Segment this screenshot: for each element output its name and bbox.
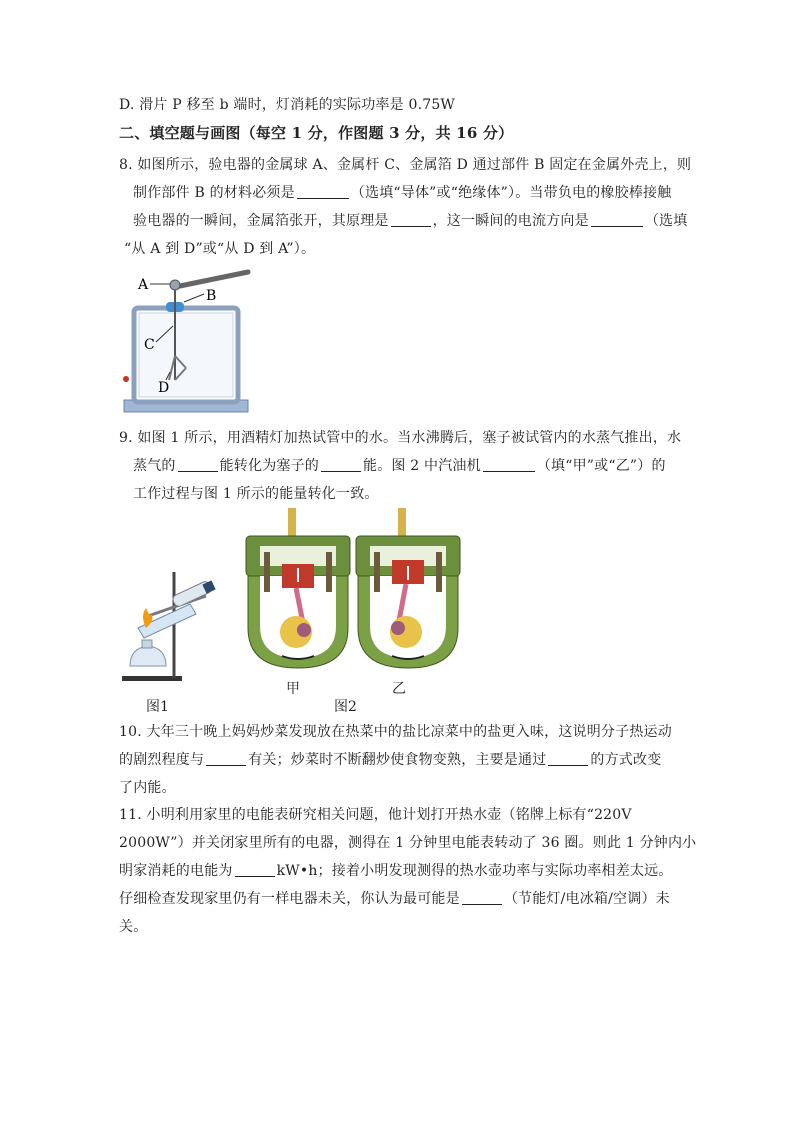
q11-text: 明家消耗的电能为 [119, 863, 233, 879]
label-a: A [138, 277, 149, 293]
answer-blank[interactable] [548, 751, 588, 766]
q11-line-1: 11. 小明利用家里的电能表研究相关问题，他计划打开热水壶（铭牌上标有“220V [119, 807, 632, 823]
q9-line-3: 工作过程与图 1 所示的能量转化一致。 [133, 486, 379, 502]
engine-jia-label: 甲 [286, 681, 300, 697]
q8-line-2 [133, 184, 671, 202]
q11-text: 仔细检查发现家里仍有一样电器未关，你认为最可能是 [119, 891, 460, 907]
answer-blank[interactable] [235, 862, 275, 877]
engine-yi-label: 乙 [392, 681, 406, 697]
label-c: C [144, 337, 155, 353]
section-heading: 二、填空题与画图（每空 1 分，作图题 3 分，共 16 分） [119, 124, 514, 142]
q9-text: 能转化为塞子的 [219, 458, 320, 474]
answer-blank[interactable] [591, 212, 643, 227]
answer-blank[interactable] [297, 184, 349, 199]
label-d: D [158, 380, 170, 396]
q10-text: 的方式改变 [590, 752, 662, 768]
q8-text: 制作部件 B 的材料必须是 [133, 185, 295, 201]
q8-text: （选填 [644, 213, 688, 229]
q10-text: 的剧烈程度与 [119, 752, 205, 768]
engine-jia [240, 508, 356, 678]
q10-line-3: 了内能。 [119, 780, 176, 796]
engine-yi [350, 508, 466, 678]
answer-blank[interactable] [391, 212, 431, 227]
label-b: B [206, 288, 217, 304]
answer-blank[interactable] [462, 890, 502, 905]
q11-text: （节能灯/电冰箱/空调）未 [503, 891, 670, 907]
figure-1-caption: 图1 [146, 699, 169, 715]
q11-line-2: 2000W”）并关闭家里所有的电器，测得在 1 分钟里电能表转动了 36 圈。则此 1 分钟内小 [119, 835, 697, 851]
q11-line-4 [119, 890, 670, 908]
electroscope-figure [118, 262, 258, 416]
q8-line-4: “从 A 到 D”或“从 D 到 A”）。 [124, 241, 316, 257]
q8-line-1: 8. 如图所示，验电器的金属球 A、金属杆 C、金属箔 D 通过部件 B 固定在金属外壳上，则 [119, 157, 692, 173]
q10-line-2 [119, 751, 661, 769]
q9-text: 能。图 2 中汽油机 [363, 458, 481, 474]
q8-text: 验电器的一瞬间，金属箔张开，其原理是 [133, 213, 389, 229]
q11-line-3 [119, 862, 673, 880]
q8-line-3 [133, 212, 687, 230]
q8-text: ，这一瞬间的电流方向是 [432, 213, 589, 229]
figure-2-caption: 图2 [334, 699, 357, 715]
q9-line-2 [133, 457, 666, 475]
figure-1-test-tube [118, 566, 216, 684]
q9-text: 蒸气的 [133, 458, 176, 474]
q10-line-1: 10. 大年三十晚上妈妈炒菜发现放在热菜中的盐比凉菜中的盐更入味，这说明分子热运动 [119, 724, 672, 740]
q9-text: （填“甲”或“乙”）的 [536, 458, 666, 474]
option-d-line: D. 滑片 P 移至 b 端时，灯消耗的实际功率是 0.75W [119, 97, 456, 113]
q10-text: 有关；炒菜时不断翻炒使食物变熟，主要是通过 [248, 752, 547, 768]
q11-line-5: 关。 [119, 919, 148, 935]
q11-text: kW•h；接着小明发现测得的热水壶功率与实际功率相差太远。 [276, 863, 673, 879]
q8-text: （选填“导体”或“绝缘体”）。当带负电的橡胶棒接触 [350, 185, 672, 201]
answer-blank[interactable] [321, 457, 361, 472]
q9-line-1: 9. 如图 1 所示，用酒精灯加热试管中的水。当水沸腾后，塞子被试管内的水蒸气推出，水 [119, 430, 682, 446]
answer-blank[interactable] [483, 457, 535, 472]
answer-blank[interactable] [178, 457, 218, 472]
answer-blank[interactable] [206, 751, 246, 766]
